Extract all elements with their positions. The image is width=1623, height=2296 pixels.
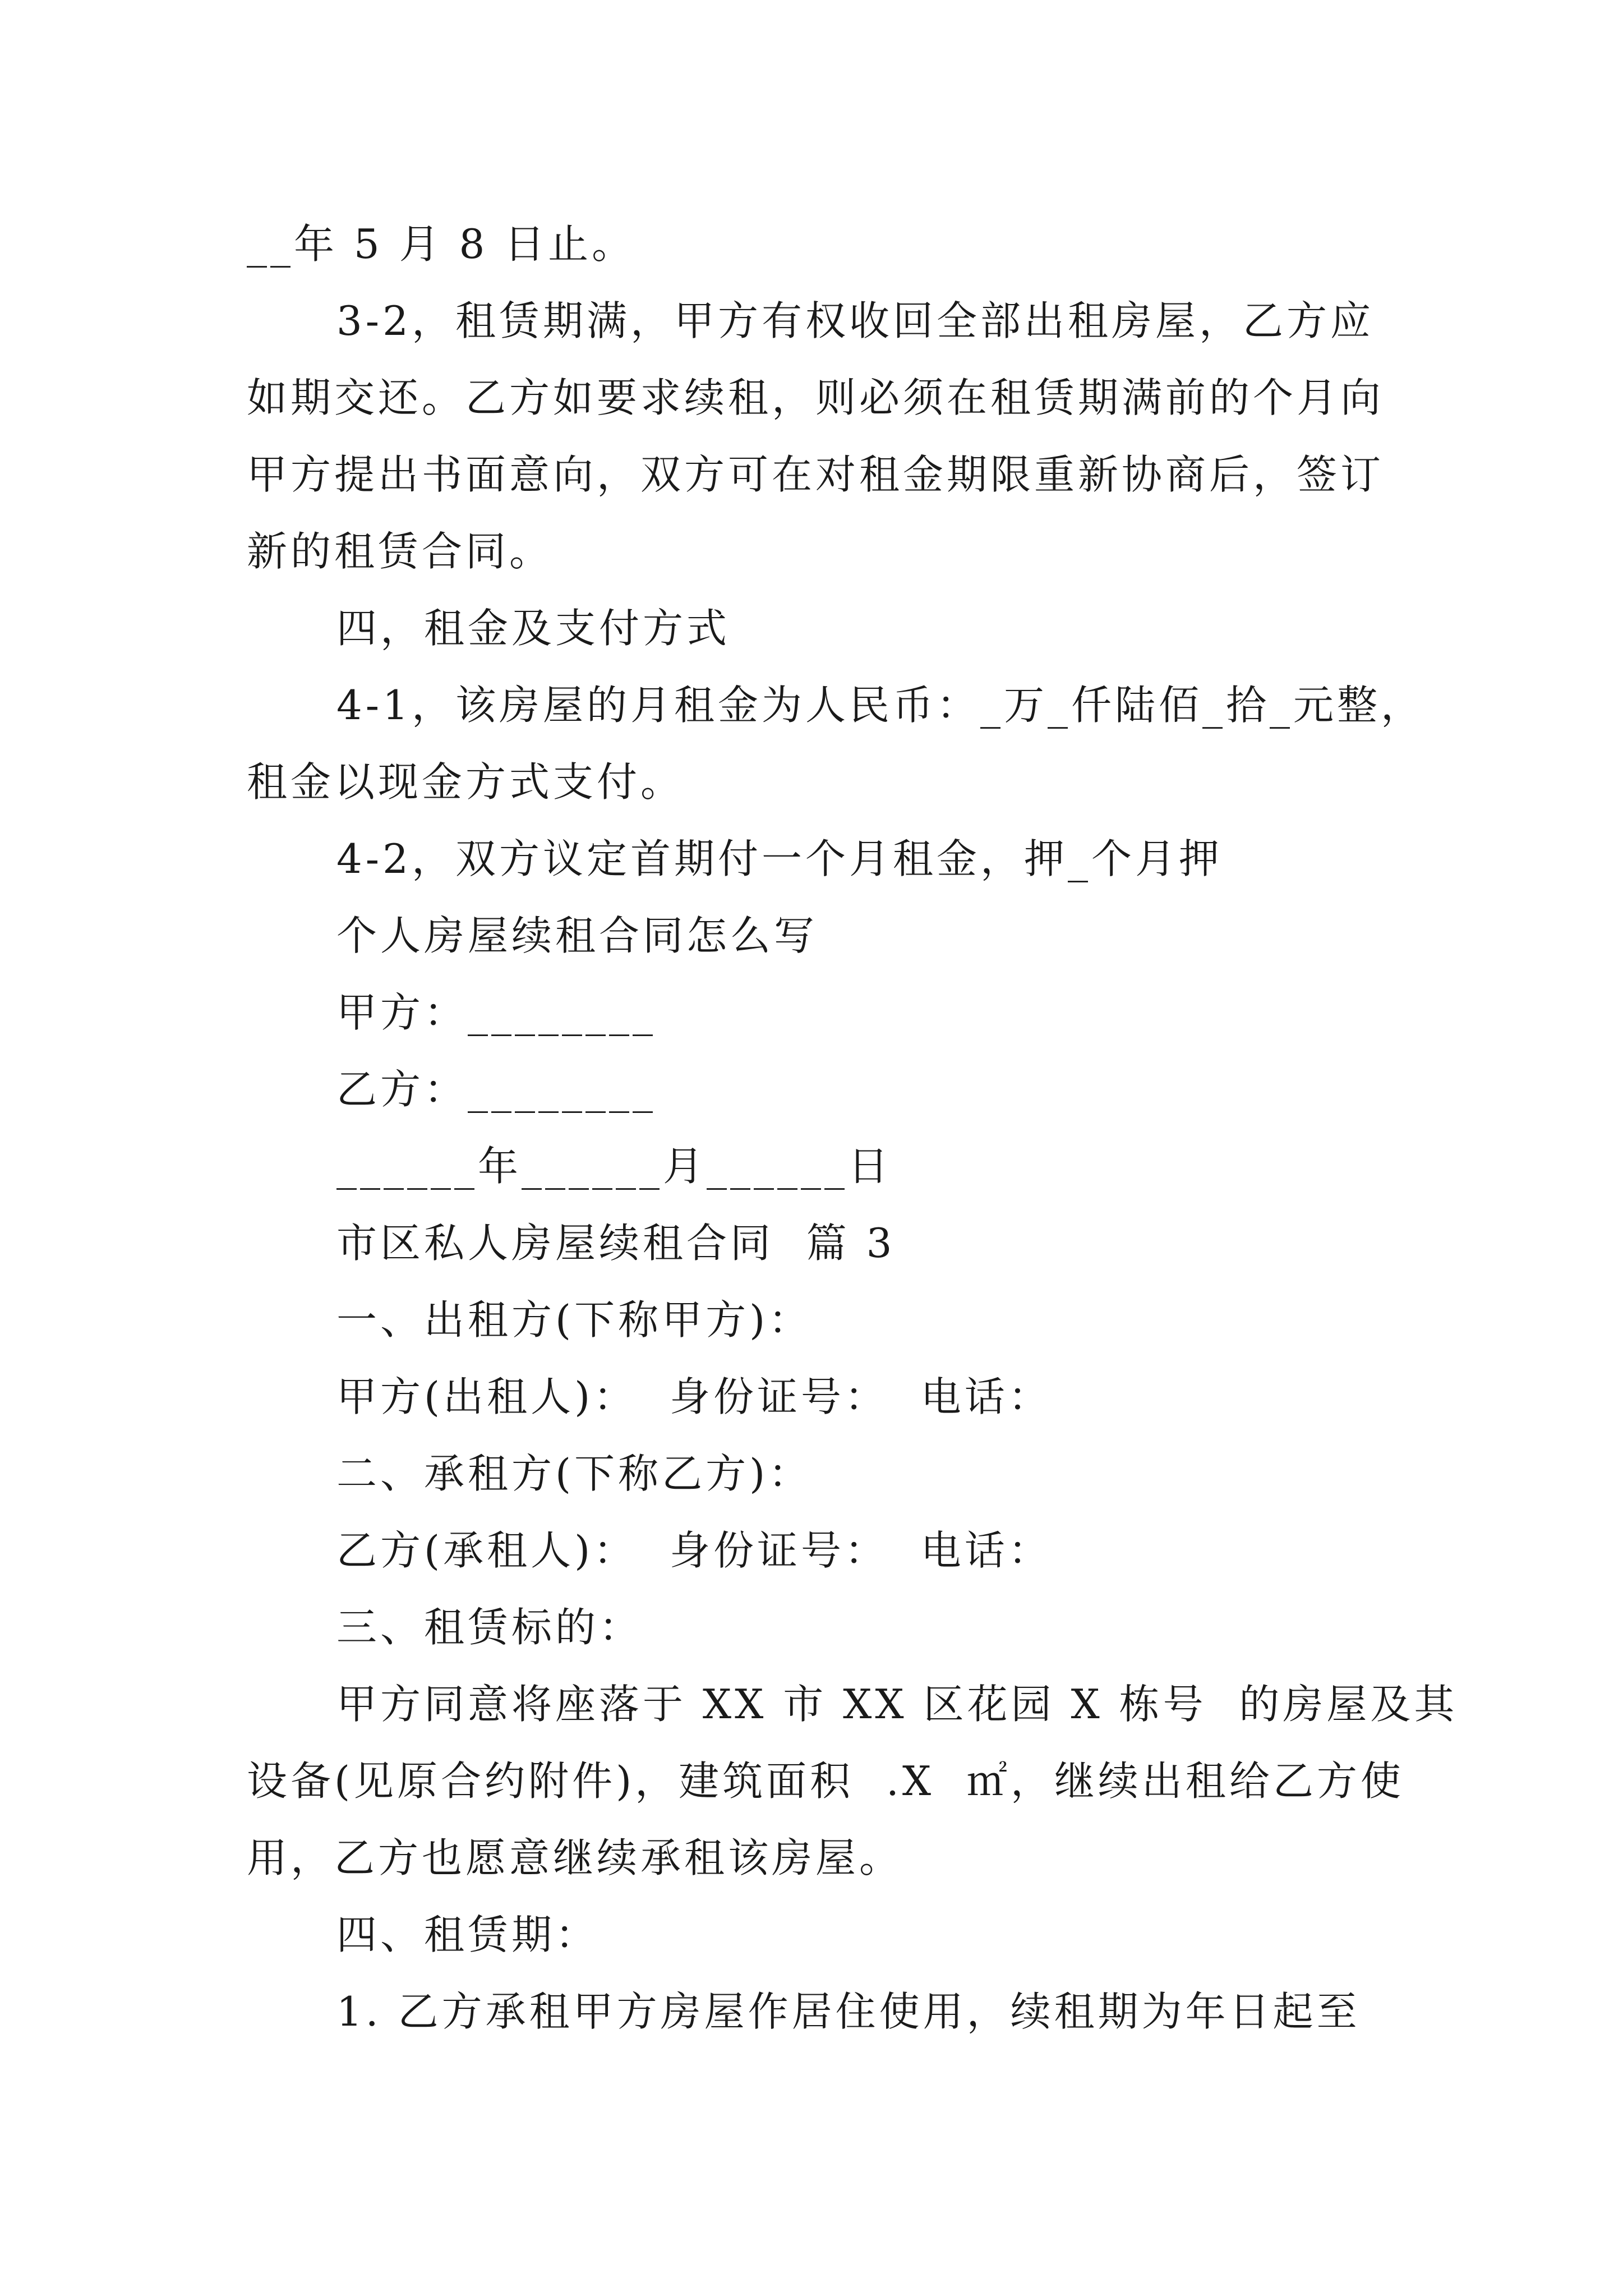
section-heading: 四，租金及支付方式 xyxy=(336,605,731,652)
text-line: 如期交还。乙方如要求续租，则必须在租赁期满前的个月向 xyxy=(247,374,1385,421)
date-line: ______年______月______日 xyxy=(336,1143,892,1190)
document-title: 市区私人房屋续租合同 篇 3 xyxy=(336,1220,896,1267)
text-line: 1. 乙方承租甲方房屋作居住使用，续租期为年日起至 xyxy=(336,1988,1361,2035)
text-line: 甲方提出书面意向，双方可在对租金期限重新协商后，签订 xyxy=(247,451,1385,498)
party-a-line: 甲方：________ xyxy=(336,989,657,1036)
text-line: 甲方(出租人)： 身份证号： 电话： xyxy=(336,1373,1052,1420)
text-line: 设备(见原合约附件)，建筑面积 .X ㎡，继续出租给乙方使 xyxy=(247,1757,1404,1805)
text-line: 租金以现金方式支付。 xyxy=(247,758,685,806)
text-line: 甲方同意将座落于 XX 市 XX 区花园 X 栋号 的房屋及其 xyxy=(336,1681,1458,1728)
section-heading: 一、出租方(下称甲方)： xyxy=(336,1296,813,1343)
section-heading: 四、租赁期： xyxy=(336,1911,600,1958)
section-heading: 二、承租方(下称乙方)： xyxy=(336,1450,813,1497)
text-line: 用，乙方也愿意继续承租该房屋。 xyxy=(247,1834,903,1881)
text-line: 4-2，双方议定首期付一个月租金，押_个月押 xyxy=(336,835,1223,882)
text-line: 4-1，该房屋的月租金为人民币：_万_仟陆佰_拾_元整， xyxy=(336,682,1424,729)
section-heading: 三、租赁标的： xyxy=(336,1604,643,1651)
party-b-line: 乙方：________ xyxy=(336,1066,657,1113)
text-line: 3-2，租赁期满，甲方有权收回全部出租房屋，乙方应 xyxy=(336,297,1374,344)
text-line: __年 5 月 8 日止。 xyxy=(247,220,636,268)
text-line: 乙方(承租人)： 身份证号： 电话： xyxy=(336,1527,1052,1574)
text-line: 新的租赁合同。 xyxy=(247,528,554,575)
document-title: 个人房屋续租合同怎么写 xyxy=(336,912,818,959)
